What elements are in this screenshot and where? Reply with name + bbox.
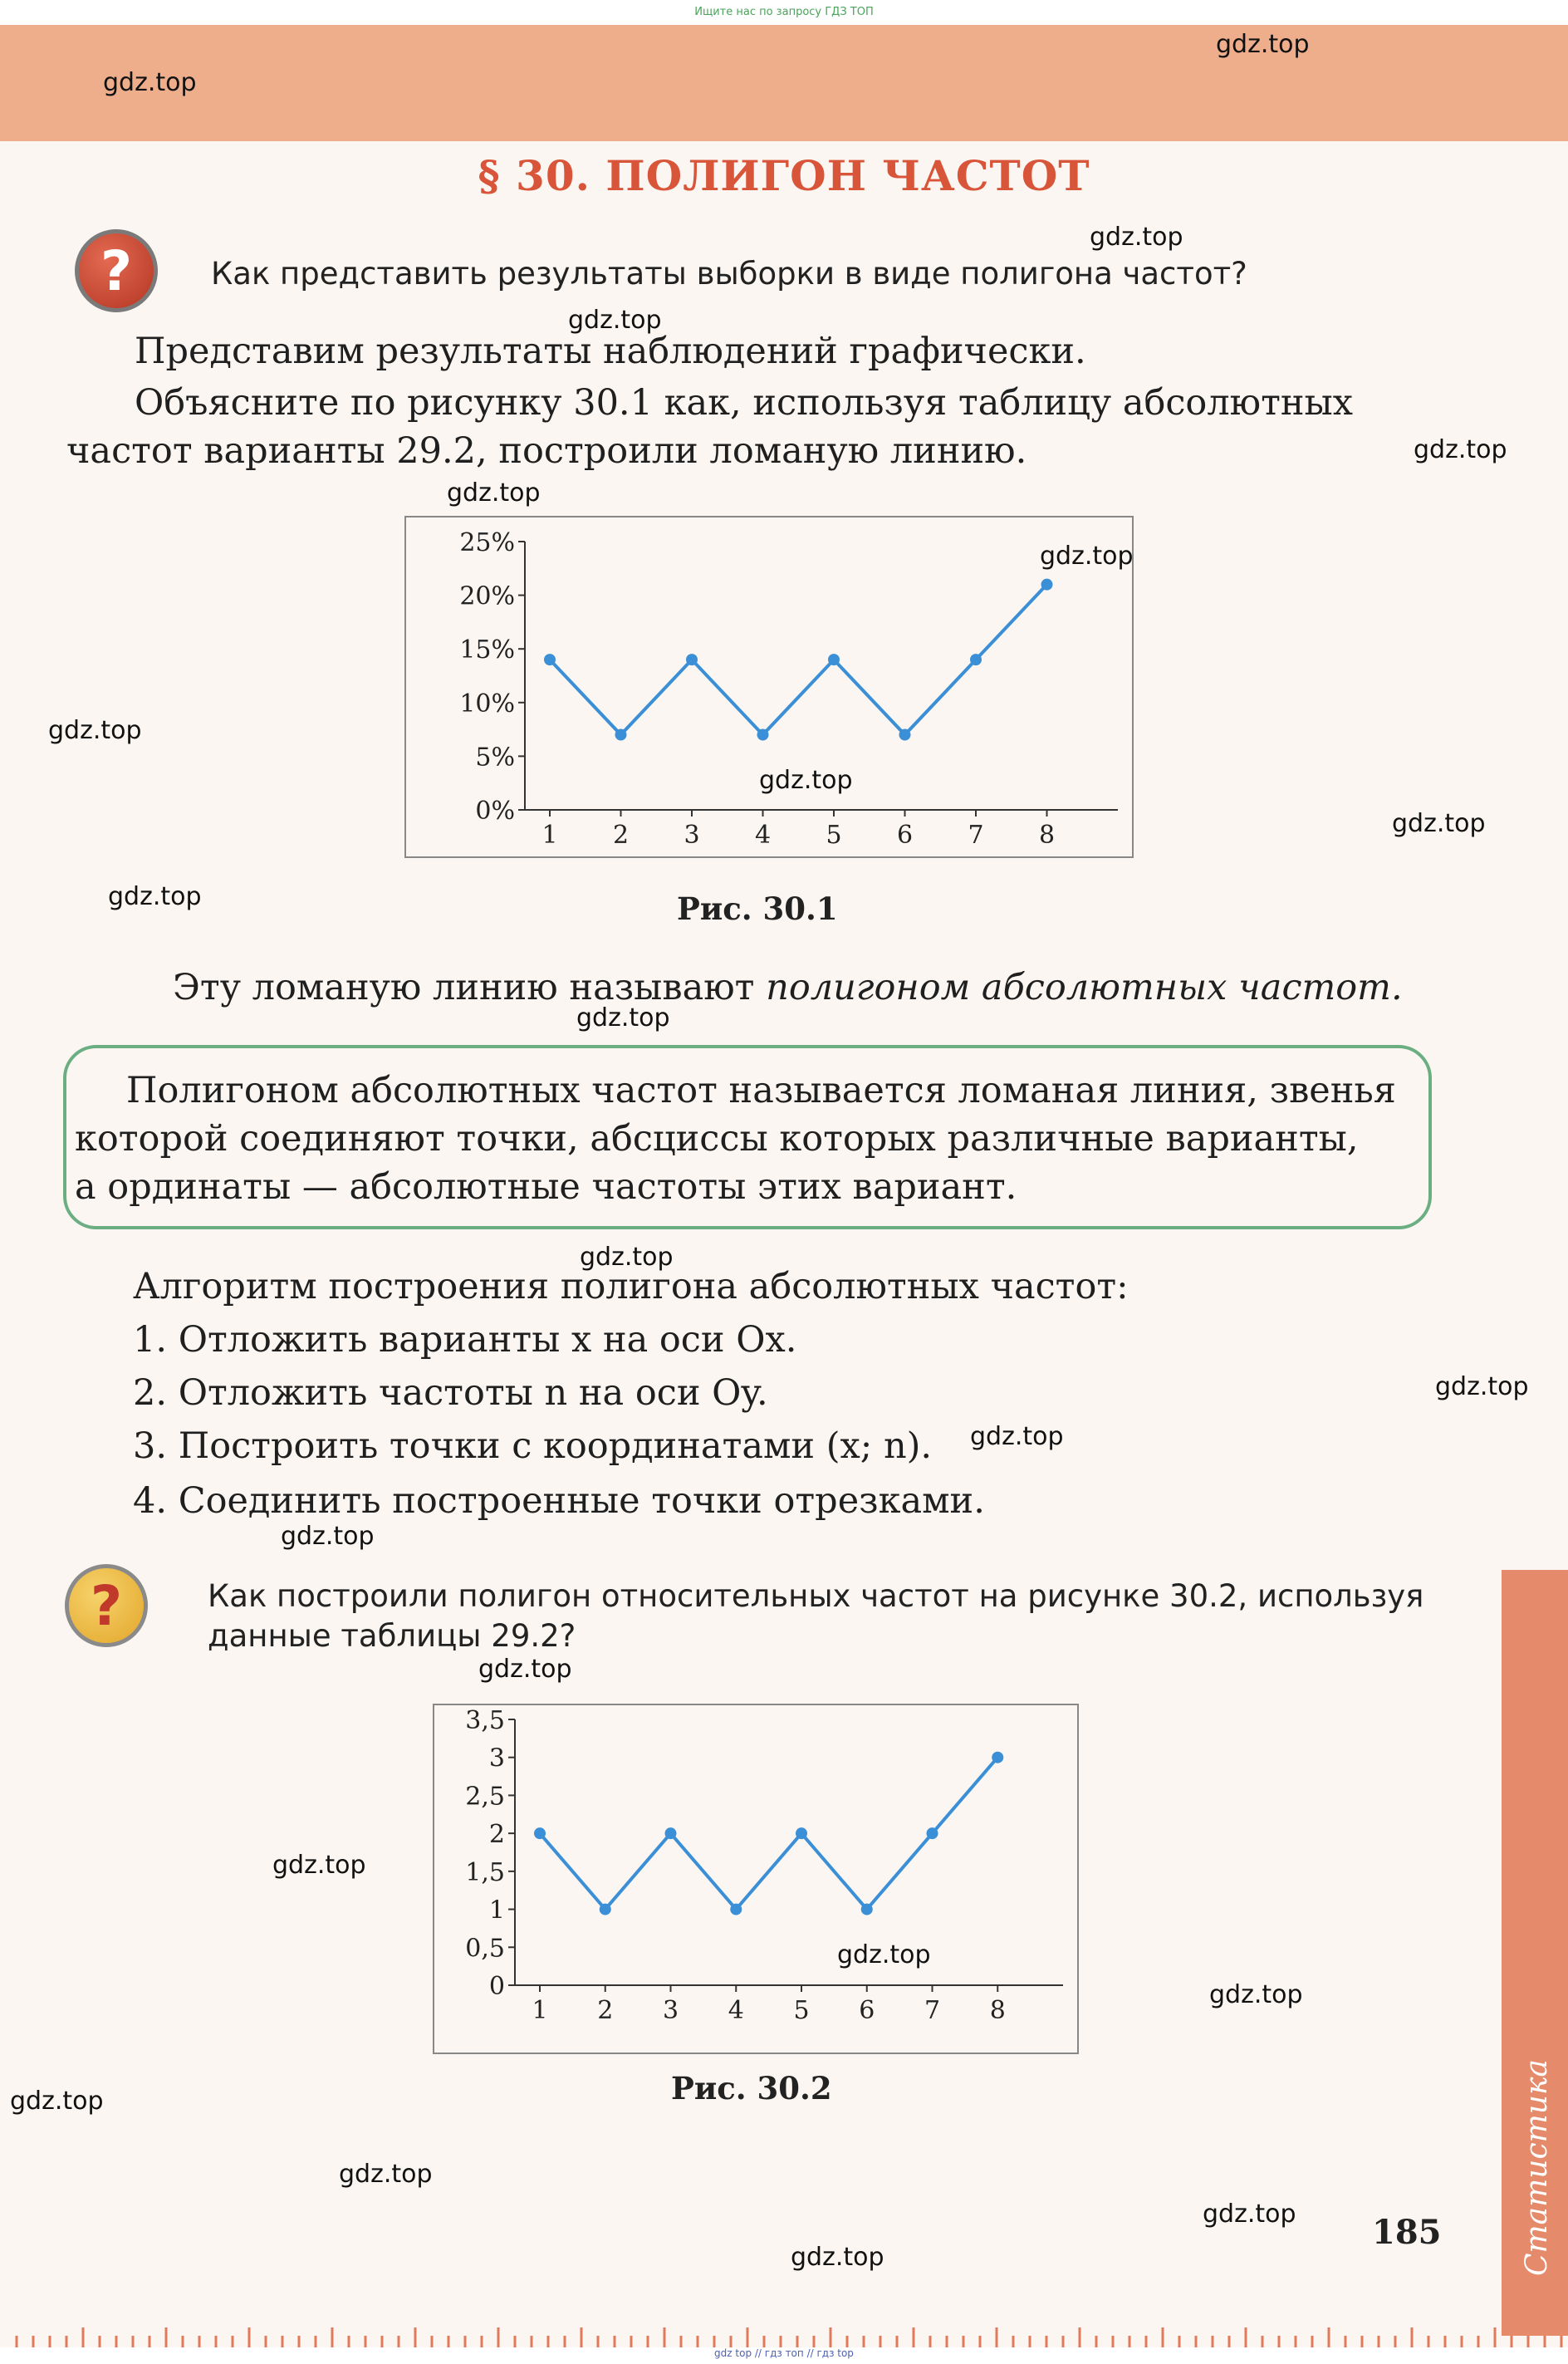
question-icon: ?	[75, 229, 158, 312]
x-tick-label: 4	[728, 1996, 744, 2025]
y-tick-label: 20%	[459, 581, 515, 611]
question-1: Как представить результаты выборки в виде полигона частот?	[211, 256, 1247, 292]
figure-2-caption: Рис. 30.2	[671, 2070, 832, 2107]
data-point	[992, 1752, 1003, 1763]
data-point	[1041, 579, 1053, 591]
data-point	[861, 1904, 873, 1915]
x-tick-label: 6	[859, 1996, 875, 2025]
x-tick-label: 8	[1038, 821, 1056, 850]
y-tick-label: 25%	[459, 528, 515, 557]
watermark: gdz.top	[10, 2087, 104, 2116]
page-number: 185	[1372, 2213, 1442, 2252]
data-point	[927, 1827, 938, 1839]
watermark: gdz.top	[48, 716, 142, 745]
watermark: gdz.top	[103, 68, 197, 97]
y-tick-label: 0%	[475, 797, 515, 826]
side-tab-label: Статистика	[1520, 2059, 1554, 2276]
data-point	[899, 729, 911, 741]
chart-frame	[434, 1704, 1078, 2053]
y-tick-label: 3	[488, 1744, 505, 1773]
paragraph-2-line-1: Объясните по рисунку 30.1 как, используя таблицу абсолютных	[135, 382, 1353, 424]
data-point	[534, 1827, 546, 1839]
paragraph-2-line-2: частот варианты 29.2, построили ломаную линию.	[66, 430, 1027, 472]
bottom-banner: gdz top // гдз топ // гдз top	[0, 2347, 1568, 2364]
x-tick-label: 7	[924, 1996, 941, 2025]
question-2-line-1: Как построили полигон относительных частот на рисунке 30.2, используя	[208, 1578, 1424, 1614]
algorithm-step-1: 1. Отложить варианты x на оси Ox.	[133, 1319, 797, 1361]
watermark: gdz.top	[1435, 1372, 1529, 1401]
watermark: gdz.top	[1414, 435, 1507, 464]
definition-line-3: а ординаты — абсолютные частоты этих вариант.	[75, 1166, 1017, 1208]
watermark: gdz.top	[791, 2243, 884, 2272]
data-point	[970, 654, 982, 665]
x-tick-label: 4	[754, 821, 772, 850]
y-tick-label: 3,5	[465, 1706, 505, 1735]
watermark: gdz.top	[447, 478, 541, 508]
section-title: § 30. ПОЛИГОН ЧАСТОТ	[478, 151, 1090, 200]
watermark: gdz.top	[281, 1522, 375, 1551]
paragraph-3-text: Эту ломаную линию называют	[173, 967, 767, 1008]
watermark: gdz.top	[478, 1655, 572, 1684]
y-tick-label: 2,5	[465, 1782, 505, 1812]
watermark: gdz.top	[1216, 30, 1310, 59]
algorithm-step-4: 4. Соединить построенные точки отрезками.	[133, 1480, 985, 1522]
algorithm-step-2: 2. Отложить частоты n на оси Oy.	[133, 1372, 768, 1414]
question-2-line-2: данные таблицы 29.2?	[208, 1618, 576, 1654]
figure-30-1-chart	[404, 515, 1134, 864]
algorithm-title: Алгоритм построения полигона абсолютных частот:	[133, 1266, 1129, 1307]
x-tick-label: 1	[541, 821, 558, 850]
data-point	[600, 1904, 611, 1915]
x-tick-label: 3	[684, 821, 700, 850]
data-point	[757, 729, 769, 741]
watermark: gdz.top	[272, 1851, 366, 1880]
x-tick-label: 3	[662, 1996, 679, 2025]
definition-line-2: которой соединяют точки, абсциссы которых различные варианты,	[75, 1118, 1359, 1160]
data-point	[796, 1827, 807, 1839]
data-point	[730, 1904, 742, 1915]
figure-30-2-chart	[432, 1703, 1080, 2060]
y-tick-label: 5%	[475, 743, 515, 772]
algorithm-step-3: 3. Построить точки с координатами (x; n).	[133, 1425, 933, 1467]
x-tick-label: 8	[989, 1996, 1006, 2025]
watermark: gdz.top	[1203, 2200, 1296, 2229]
x-tick-label: 7	[968, 821, 984, 850]
figure-1-caption: Рис. 30.1	[677, 890, 838, 927]
y-tick-label: 1,5	[465, 1857, 505, 1887]
watermark: gdz.top	[108, 882, 202, 911]
x-tick-label: 2	[612, 821, 630, 850]
y-tick-label: 15%	[459, 635, 515, 665]
y-tick-label: 0	[488, 1972, 505, 2001]
watermark: gdz.top	[1392, 809, 1486, 838]
data-point	[615, 729, 627, 741]
watermark: gdz.top	[580, 1243, 674, 1272]
x-tick-label: 5	[826, 821, 842, 850]
x-tick-label: 2	[597, 1996, 614, 2025]
watermark: gdz.top	[568, 306, 662, 335]
y-tick-label: 10%	[459, 689, 515, 719]
y-tick-label: 2	[488, 1820, 505, 1850]
watermark: gdz.top	[339, 2160, 433, 2189]
data-point	[665, 1827, 677, 1839]
data-point	[828, 654, 840, 665]
top-banner: Ищите нас по запросу ГДЗ ТОП	[0, 0, 1568, 25]
watermark: gdz.top	[1040, 542, 1134, 571]
watermark: gdz.top	[970, 1422, 1064, 1451]
header-band	[0, 25, 1568, 141]
watermark: gdz.top	[837, 1940, 931, 1969]
x-tick-label: 1	[532, 1996, 548, 2025]
watermark: gdz.top	[1090, 223, 1183, 252]
x-tick-label: 6	[896, 821, 914, 850]
paragraph-3	[173, 964, 1403, 1012]
watermark: gdz.top	[1209, 1980, 1303, 2009]
data-point	[686, 654, 698, 665]
x-tick-label: 5	[793, 1996, 810, 2025]
y-tick-label: 1	[488, 1896, 505, 1925]
data-point	[544, 654, 556, 665]
watermark: gdz.top	[759, 766, 853, 795]
paragraph-3-term: полигоном абсолютных частот.	[766, 967, 1403, 1008]
definition-line-1: Полигоном абсолютных частот называется ломаная линия, звенья	[126, 1070, 1396, 1111]
question-icon-2: ?	[65, 1564, 148, 1647]
paragraph-1: Представим результаты наблюдений графически.	[135, 331, 1086, 372]
watermark: gdz.top	[576, 1003, 670, 1032]
y-tick-label: 0,5	[465, 1934, 505, 1964]
